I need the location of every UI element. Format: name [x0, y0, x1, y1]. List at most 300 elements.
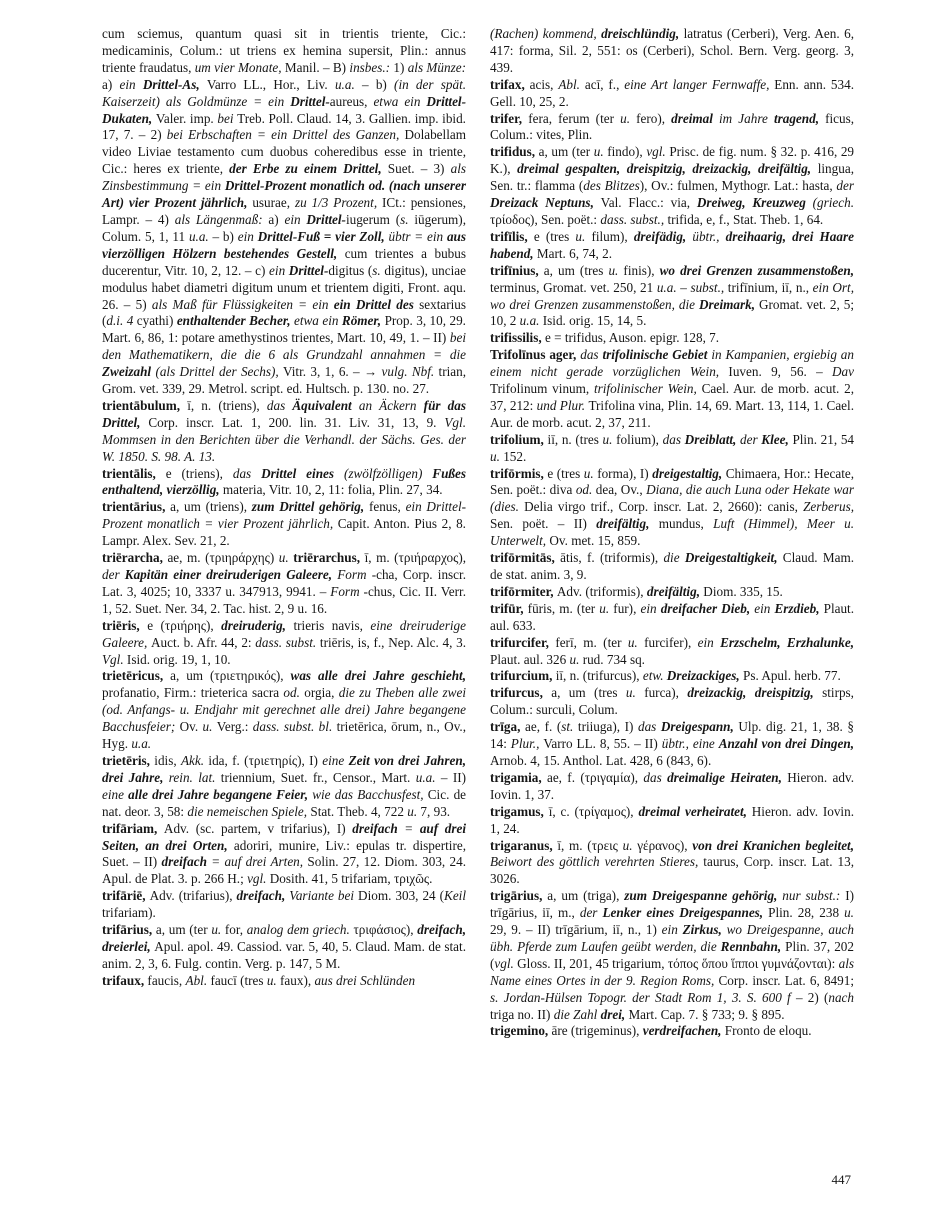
text-run: a, um (τριετηρικός), — [170, 668, 291, 684]
text-run: für das Drittel, — [102, 397, 466, 430]
text-run: Erzdieb, — [774, 600, 824, 616]
text-run: nur subst.: — [782, 888, 846, 904]
text-run: a, um (triens), — [170, 499, 252, 515]
text-run: Ulp. dig. 21, 1, 38. § 14: — [490, 719, 854, 752]
text-run: Plaut. aul. 633. — [490, 600, 855, 633]
text-run: trian, Grom. vet. 339, 29. Metrol. script. ed. Hultsch. p. 130. no. 27. — [102, 364, 466, 397]
text-run: Dreizack Neptuns, — [490, 195, 601, 211]
text-run: fera, ferum (ter — [528, 110, 621, 126]
text-run: trifurcifer, — [490, 634, 556, 650]
text-run: Fußes enthaltend, vierzöllig, — [102, 465, 466, 498]
text-run: nach — [828, 989, 854, 1005]
text-run: acis, — [529, 76, 559, 92]
text-run: der — [740, 431, 762, 447]
text-run: u. — [278, 550, 294, 566]
text-run: von drei Kranichen begleitet, — [692, 837, 855, 853]
left-column — [102, 26, 466, 1040]
text-run: Corp. inscr. Lat. 6, 8491; — [718, 972, 854, 988]
text-run: forma), I) — [597, 465, 653, 481]
text-run: a) — [268, 211, 285, 227]
text-run: dass. subst. bl. — [252, 719, 337, 735]
text-run: Römer, — [341, 313, 385, 329]
text-run: Varro LL. 8, 55. – II) — [543, 736, 662, 752]
text-run: u.a. — [131, 736, 152, 752]
text-run: Chimaera, Hor.: Hecate, Sen. poët.: diva — [490, 465, 855, 498]
text-run: stirps, Colum.: surculi, Colum. — [490, 685, 854, 718]
text-run: dreifach, dreierlei, — [102, 922, 466, 954]
text-run: dreifältig, — [646, 583, 704, 599]
text-run: Hieron. adv. Iovin. 1, 24. — [490, 803, 854, 836]
text-run: Hieron. adv. Iovin. 1, 37. — [490, 769, 854, 802]
text-run: u.a. — [656, 279, 681, 295]
text-run: ī, m. (τριήραρχος), — [364, 550, 467, 566]
dictionary-entry — [102, 668, 466, 753]
text-run: dreimal gespalten, dreispitzig, dreizackig, dreifältig, — [517, 161, 818, 177]
text-run: eine — [322, 752, 349, 768]
text-run: (in der spät. Kaiserzeit) als Goldmünze = ein — [102, 76, 467, 109]
text-run: bei Erbschaften = ein Drittel des Ganzen, — [166, 127, 405, 143]
text-run: das — [643, 769, 668, 785]
text-run: trifīnium, iī, n., — [727, 279, 813, 295]
text-run: auf drei Seiten, an drei Orten, — [102, 820, 467, 853]
text-run: u. — [620, 110, 637, 126]
text-run: Dreigespann, — [660, 719, 739, 735]
text-run: insbes.: — [349, 59, 394, 75]
text-run: for, — [224, 922, 247, 938]
text-run: Form — [337, 567, 372, 582]
text-run: Ps. Apul. herb. 77. — [742, 668, 841, 684]
text-run: aureus, — [329, 93, 374, 109]
text-run: Drittel-Fuß = vier Zoll, — [257, 228, 389, 244]
text-run: drei, — [600, 1006, 629, 1022]
dictionary-entry — [102, 888, 466, 922]
dictionary-entry — [490, 804, 854, 838]
text-run: Rennbahn, — [720, 938, 786, 954]
text-run: s. — [372, 262, 385, 278]
text-run: trifida, e, f., Stat. Theb. 1, 64. — [667, 211, 824, 227]
text-run: die Zahl — [553, 1006, 601, 1022]
text-run: Apul. apol. 49. Cassiod. var. 5, 40, 5. Claud. Mam. de stat. anim. 2, 3, 6. Fulg. contin. Verg. p. 147, 5 M. — [102, 938, 466, 971]
text-run: Suet. – 3) — [387, 161, 451, 177]
text-run: Plaut. aul. 326 — [490, 651, 570, 667]
dictionary-entry — [102, 466, 466, 500]
text-run: der — [102, 567, 125, 582]
text-run: in Kampanien, ergiebig an einem nicht gerade vorzüglichen Wein, — [490, 347, 854, 380]
text-run: dreifach — [352, 820, 405, 836]
text-run: ida, f. (τριετηρίς), I) — [208, 752, 323, 768]
text-run: enthaltender Becher, — [176, 313, 294, 329]
text-run: trigemino, — [490, 1023, 552, 1039]
text-run: wo drei Grenzen zusammenstoßen, — [659, 262, 854, 278]
text-run: Dolabellam video Liviae testamento cum duobus coheredibus esse in triente, Cic.: heres ex triente, — [102, 127, 466, 177]
text-run: Erzschelm, Erzhalunke, — [720, 634, 854, 650]
text-run: Anzahl von drei Dingen, — [718, 736, 854, 752]
dictionary-entry — [490, 601, 854, 635]
text-run: vgl. — [494, 955, 518, 971]
text-run: s. Jordan-Hülsen Topogr. der Stadt Rom 1, 3. S. 600 f — [490, 989, 796, 1005]
text-run: Drittel- — [288, 262, 329, 278]
text-run: iugerum ( — [345, 211, 401, 227]
text-run: vulg. Nbf. — [381, 364, 439, 380]
text-run: Varro LL., Hor., Liv. — [206, 76, 335, 92]
text-run: trīga, — [490, 719, 525, 735]
text-run: a, um (tres — [551, 685, 626, 701]
text-run: trientābulum, — [102, 397, 188, 413]
text-run: (Rachen) kommend, — [490, 26, 602, 41]
text-run: trifax, — [490, 76, 530, 92]
text-run: trigamia, — [490, 769, 547, 785]
text-run: fero), — [636, 110, 672, 126]
text-run: ein — [754, 600, 775, 616]
text-run: 7, 93. — [420, 803, 451, 819]
text-run: triga no. II) — [490, 1006, 554, 1022]
dictionary-entry — [490, 111, 854, 145]
text-run: das — [662, 431, 685, 447]
text-run: u. — [569, 651, 583, 667]
dictionary-entry — [490, 229, 854, 263]
text-run: cum sciemus, quantum quasi sit in trientis triente, Cic.: medicaminis, Colum.: ut triens ex hemina supersit, Plin.: annus triente fraudatus, — [102, 26, 466, 75]
text-run: Isid. orig. 19, 1, 10. — [126, 651, 231, 667]
text-run: Delia virgo trif., Corp. inscr. Lat. 2, 2660): canis, — [524, 499, 804, 515]
text-run: γέρανος), — [637, 837, 693, 853]
text-run: iūgerum), Colum. 5, 1, 11 — [102, 211, 466, 244]
text-run: Abl. — [185, 972, 211, 988]
text-run: Dreiweg, Kreuzweg — [696, 195, 813, 211]
text-run: Zirkus, — [682, 922, 727, 938]
text-run: Dosith. 41, 5 trifariam, τριχῶς. — [269, 871, 433, 887]
text-run: trietēris, — [102, 752, 155, 768]
text-run: dreimalige Heiraten, — [667, 769, 788, 785]
dictionary-entry — [490, 466, 854, 551]
text-run: trifōrmiter, — [490, 583, 557, 599]
text-run: etwa ein — [293, 313, 342, 329]
text-run: dreifältig, — [596, 516, 659, 532]
text-run: idis, — [154, 752, 181, 768]
text-run: Plin. 37, 202 ( — [490, 938, 854, 971]
text-run: Kapitän einer dreiruderigen Galeere, — [124, 567, 338, 582]
text-run: übtr = ein — [388, 228, 447, 244]
text-run: trieris navis, — [293, 617, 371, 633]
text-run: fur), — [613, 600, 641, 616]
text-run: Drittel-Prozent monatlich od. (nach unserer Art) vier Prozent jährlich, — [102, 178, 466, 211]
dictionary-entry — [490, 432, 854, 466]
text-run: ein — [640, 600, 661, 616]
text-run: trigārius, — [490, 888, 548, 904]
dictionary-entry — [102, 618, 466, 669]
text-run: = auf drei Arten, — [211, 854, 308, 870]
text-run: verdreifachen, — [642, 1023, 725, 1039]
text-block — [102, 26, 854, 1040]
text-run: trifāriam, — [102, 820, 164, 836]
text-run: trifīnius, — [490, 262, 544, 278]
text-run: triēris, is, f., Nep. Alc. 4, 3. — [319, 634, 466, 650]
text-run: Dreigestaltigkeit, — [684, 550, 783, 566]
text-run: τριφάσιος), — [353, 922, 418, 938]
dictionary-entry — [102, 26, 466, 398]
text-run: (griech. — [812, 195, 854, 211]
text-run: taurus, Corp. inscr. Lat. 13, 3026. — [490, 854, 854, 887]
text-run: (zwölfzölligen) — [343, 465, 433, 481]
text-run: im Jahre — [719, 110, 774, 126]
text-run: das — [232, 465, 262, 481]
text-run: bei den Mathematikern, die die 6 als Grundzahl annahmen = die — [102, 330, 466, 363]
text-run: eine Art langer Fernwaffe, — [624, 76, 775, 92]
text-run: ferī, m. (ter — [555, 634, 628, 650]
text-run: Adv. (triformis), — [556, 583, 647, 599]
text-run: der — [579, 905, 603, 921]
text-run: materia, Vitr. 10, 2, 11: folia, Plin. 27, 34. — [222, 482, 443, 498]
text-run: trifurcium, — [490, 668, 556, 684]
text-run: das — [637, 719, 661, 735]
text-run: ātis, f. (triformis), — [560, 550, 664, 566]
text-run: u. — [575, 228, 592, 244]
text-run: Stat. Theb. 4, 722 — [310, 803, 408, 819]
text-run: cyathi) — [136, 313, 177, 329]
text-run: trifolinischer Wein, — [593, 381, 702, 397]
text-run: od. — [575, 482, 596, 498]
text-run: trigaranus, — [490, 837, 558, 853]
text-run: Iuven. 9, 56. – — [728, 364, 833, 380]
text-run: der Erbe zu einem Drittel, — [229, 161, 388, 177]
text-run: Gromat. vet. 2, 5; 10, 2 — [490, 296, 855, 329]
text-run: digitus), unciae modulus habet diametri digitum unum et trientem digiti, Front. aqu. 26. – 5) — [102, 262, 466, 312]
text-run: als Münze: — [407, 59, 466, 75]
text-run: und Plur. — [536, 397, 589, 413]
text-run: Vgl. — [102, 651, 127, 667]
text-run: Dreiblatt, — [684, 431, 741, 447]
text-run: die — [663, 550, 685, 566]
dictionary-entry — [490, 770, 854, 804]
text-run: dreischlündig, — [601, 26, 684, 41]
text-run: faux), — [280, 972, 315, 988]
text-run: Beiwort des göttlich verehrten Stieres, — [490, 854, 704, 870]
text-run: Diana, die auch Luna oder Hekate war (dies. — [490, 482, 854, 515]
dictionary-entry — [102, 821, 466, 889]
text-run: iī, n. (trifurcus), — [555, 668, 643, 684]
text-run: a, um (ter — [538, 144, 594, 160]
text-run: Dreimark, — [698, 296, 759, 312]
text-run: ein — [119, 76, 143, 92]
text-run: als Maß für Flüssigkeiten = ein — [151, 296, 334, 312]
text-run: Cael. Aur. de morb. acut. 2, 37, 212: — [490, 381, 855, 413]
text-run: dea, Ov., — [595, 482, 647, 498]
text-run: ein — [269, 262, 289, 278]
text-run: ae, m. (τριηράρχης) — [167, 550, 279, 566]
text-run: trigamus, — [490, 803, 549, 819]
dictionary-entry — [490, 838, 854, 889]
text-run: 1) — [393, 59, 408, 75]
dictionary-entry — [490, 584, 854, 601]
text-run: rud. 734 sq. — [582, 651, 645, 667]
text-run: – II) — [440, 769, 467, 785]
text-run: dass. subst. — [255, 634, 320, 650]
text-run: wo Dreigespanne, auch übh. Pferde zum Laufen geübt werden, die — [490, 922, 854, 954]
text-run: ein — [237, 228, 258, 244]
text-run: der — [836, 178, 854, 194]
text-run: Plin. 28, 238 — [768, 905, 845, 921]
text-run: dreifädig, — [633, 228, 693, 244]
text-run: e (τριήρης), — [147, 617, 222, 633]
dictionary-entry — [490, 668, 854, 685]
text-run: a, um (ter — [155, 922, 212, 938]
text-run: u.a. — [519, 313, 543, 329]
text-run: Drittel eines — [261, 465, 344, 481]
text-run: Corp. inscr. Lat. 1, 200. lin. 31. Liv. 31, 13, 9. — [148, 414, 445, 430]
text-run: a, um (tres — [543, 262, 609, 278]
dictionary-entry — [490, 330, 854, 347]
text-run: 152. — [503, 448, 527, 464]
text-run: profanatio, Firm.: trieterica sacra — [102, 685, 284, 701]
text-run: Drittel-As, — [142, 76, 207, 92]
text-run: Adv. (trifarius), — [149, 888, 237, 904]
text-run: dreifach — [161, 854, 212, 870]
text-run: terminus, Gromat. vet. 250, 21 — [490, 279, 657, 295]
text-run: Keil — [444, 888, 467, 904]
text-run: dreifacher Dieb, — [660, 600, 755, 616]
text-run: des Blitzes — [583, 178, 640, 194]
text-run: lingua, Sen. tr.: flamma ( — [490, 161, 854, 194]
text-run: Enn. ann. 534. Gell. 10, 25, 2. — [490, 76, 854, 109]
text-run: zum Dreigespanne gehörig, — [624, 888, 783, 904]
dictionary-entry — [490, 635, 854, 669]
text-run: Diom. 303, 24 ( — [358, 888, 445, 904]
text-run: Solin. 27, 12. Diom. 303, 24. Apul. de Plat. 3. p. 266 H.; — [102, 854, 467, 887]
text-run: Adv. (sc. partem, v trifarius), I) — [163, 820, 353, 836]
text-run: latratus (Cerberi), Verg. Aen. 6, 417: forma, Sil. 2, 551: os (Cerberi), Schol. Bern. Verg. georg. 3, 439. — [490, 26, 854, 75]
text-run: od. — [283, 685, 305, 701]
text-run: subst., — [690, 279, 728, 295]
text-run: mundus, — [658, 516, 714, 532]
text-run: trifolinische Gebiet — [602, 347, 712, 363]
dictionary-entry — [102, 550, 466, 618]
dictionary-entry — [102, 922, 466, 973]
text-run: Abl. — [558, 76, 585, 92]
text-run: trietēricus, — [102, 668, 171, 684]
text-run: Valer. imp. — [155, 110, 218, 126]
dictionary-entry — [490, 550, 854, 584]
text-run: dreimal verheiratet, — [638, 803, 752, 819]
text-run: zu 1/3 Prozent, — [294, 195, 382, 211]
text-run: adoriri, munire, Liv.: epulas tr. dispertire, Suet. – II) — [102, 837, 466, 870]
dictionary-entry — [490, 144, 854, 229]
dictionary-entry — [102, 398, 466, 466]
text-run: trifaux, — [102, 972, 148, 988]
text-run: Drittel- — [290, 93, 330, 109]
text-run: Auct. b. Afr. 44, 2: — [151, 634, 256, 650]
text-run: das — [580, 347, 603, 363]
text-run: vgl. — [247, 871, 270, 887]
text-run: u. — [490, 448, 504, 464]
dictionary-entry — [490, 888, 854, 1023]
text-run: Val. Flacc.: via, — [600, 195, 697, 211]
dictionary-entry — [490, 719, 854, 770]
text-run: ī, m. (τρεις — [557, 837, 623, 853]
text-run: findo), — [607, 144, 647, 160]
text-run: Form — [330, 583, 364, 599]
text-run: – b) — [212, 228, 238, 244]
text-run: u. — [625, 685, 645, 701]
page-number: 447 — [831, 1172, 851, 1187]
text-run: trifōrmitās, — [490, 550, 561, 566]
text-run: faucis, — [147, 972, 186, 988]
dictionary-entry — [490, 1023, 854, 1040]
text-run: triennium, Suet. fr., Censor., Mart. — [220, 769, 416, 785]
text-run: Vitr. 3, 1, 6. – → — [283, 364, 382, 380]
text-run: dreifach, — [236, 888, 290, 904]
text-run: u.a. — [415, 769, 441, 785]
text-run: als Name eines Ortes in der 9. Region Roms, — [490, 955, 854, 988]
text-run: trientārius, — [102, 499, 171, 515]
text-run: an Äckern — [358, 397, 424, 413]
text-run: u. — [266, 972, 281, 988]
text-run: aus vierzölligen Hölzern bestehendes Gestell, — [102, 228, 466, 261]
text-run: iī, n. (tres — [547, 431, 603, 447]
dictionary-entry — [102, 753, 466, 821]
text-run: etw. — [642, 668, 667, 684]
text-run: I) trīgārius, iī, m., — [490, 888, 855, 921]
text-run: bei — [217, 110, 238, 126]
text-run: fenus, — [368, 499, 406, 515]
text-run: tragend, — [773, 110, 826, 126]
text-run: u. — [583, 465, 598, 481]
text-run: fūris, m. (ter — [527, 600, 600, 616]
text-run: ein Ort, wo drei Grenzen zusammenstoßen, die — [490, 279, 855, 312]
text-run: trientālis, — [102, 465, 166, 481]
text-run: Variante bei — [289, 888, 359, 904]
text-run: trietērica, ōrum, n., Ov., Hyg. — [102, 719, 467, 752]
text-run: Zeit von drei Jahren, drei Jahre, — [102, 752, 466, 785]
text-run: Plin. 21, 54 — [792, 431, 855, 447]
text-run: trifārius, — [102, 922, 156, 938]
text-run: Manil. – B) — [284, 59, 350, 75]
text-run: Isid. orig. 15, 14, 5. — [542, 313, 647, 329]
text-run: u. — [202, 719, 217, 735]
text-run: Vgl. Mommsen in den Berichten über die Verhandl. der Sächs. Ges. der W. 1850. S. 98. A. 13. — [102, 414, 466, 464]
text-run: ae, f. (τριγαμία), — [546, 769, 644, 785]
text-run: Klee, — [761, 431, 793, 447]
text-run: die zu Theben alle zwei (od. Anfangs- u. Endjahr mit gerechnet alle drei) Jahre begangene Bacchusfeier; — [102, 685, 466, 735]
text-run: triērarcha, — [102, 550, 168, 566]
dictionary-entry — [490, 685, 854, 719]
text-run: – b) — [361, 76, 395, 92]
text-run: trifurcus, — [490, 685, 552, 701]
text-run: -cha, Corp. inscr. Lat. 3, 4025; 10, 3337 u. 347913, 9941. – — [102, 567, 466, 599]
text-run: Plur., — [510, 736, 544, 752]
text-run: zum Drittel gehörig, — [251, 499, 369, 515]
text-run: e (triens), — [165, 465, 233, 481]
text-run: e (tres — [547, 465, 584, 481]
text-run: Drittel- — [306, 211, 346, 227]
text-run: ein — [661, 922, 683, 938]
text-run: Mart. Cap. 7. § 733; 9. § 895. — [628, 1006, 785, 1022]
text-run: ī, n. (triens), — [187, 397, 267, 413]
text-run: trifōrmis, — [490, 465, 548, 481]
text-run: u. — [608, 262, 624, 278]
text-run: folium), — [616, 431, 663, 447]
text-run: sextarius ( — [102, 296, 466, 329]
text-run: alle drei Jahre begangene Feier, — [128, 786, 313, 802]
right-column — [490, 26, 854, 1040]
dictionary-entry — [490, 263, 854, 331]
text-run: trifīlis, — [490, 228, 534, 244]
text-run: ein — [284, 211, 307, 227]
text-run: Zerberus, — [803, 499, 854, 515]
text-run: u. — [599, 600, 614, 616]
text-run: dreigestaltig, — [652, 465, 726, 481]
text-run: – — [680, 279, 691, 295]
text-run: digitus ( — [328, 262, 373, 278]
text-run: acī, f., — [584, 76, 625, 92]
